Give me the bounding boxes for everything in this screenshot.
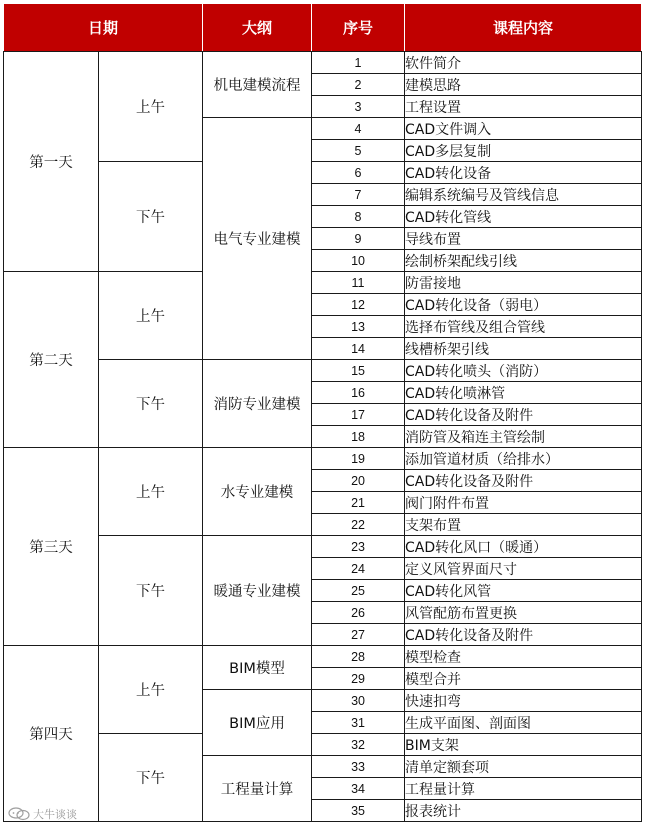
index-cell: 31 [312,712,405,734]
course-cell: 模型合并 [405,668,642,690]
half-day-cell: 上午 [99,272,203,360]
day-cell: 第一天 [4,52,99,272]
outline-cell: 水专业建模 [203,448,312,536]
table-row [4,52,642,74]
day-cell: 第二天 [4,272,99,448]
outline-cell: 机电建模流程 [203,52,312,118]
course-cell: BIM支架 [405,734,642,756]
course-cell: 编辑系统编号及管线信息 [405,184,642,206]
course-cell: 线槽桥架引线 [405,338,642,360]
watermark-text: 大牛谈谈 [33,808,77,821]
course-cell: 绘制桥架配线引线 [405,250,642,272]
index-cell: 24 [312,558,405,580]
course-cell: CAD转化风管 [405,580,642,602]
course-cell: 清单定额套项 [405,756,642,778]
course-cell: 风管配筋布置更换 [405,602,642,624]
course-cell: 选择布管线及组合管线 [405,316,642,338]
index-cell: 25 [312,580,405,602]
index-cell: 33 [312,756,405,778]
half-day-cell: 上午 [99,52,203,162]
index-cell: 18 [312,426,405,448]
index-cell: 28 [312,646,405,668]
course-cell: 导线布置 [405,228,642,250]
table-row [4,162,642,184]
course-cell: 软件简介 [405,52,642,74]
outline-cell: 工程量计算 [203,756,312,822]
table-row [4,272,642,294]
course-cell: CAD转化设备（弱电） [405,294,642,316]
course-cell: CAD转化管线 [405,206,642,228]
index-cell: 7 [312,184,405,206]
course-cell: 快速扣弯 [405,690,642,712]
index-cell: 15 [312,360,405,382]
table-row [4,536,642,558]
course-cell: 支架布置 [405,514,642,536]
course-cell: CAD转化设备及附件 [405,404,642,426]
course-schedule-table [3,3,642,822]
course-cell: CAD转化喷淋管 [405,382,642,404]
index-cell: 26 [312,602,405,624]
index-cell: 9 [312,228,405,250]
table-row [4,734,642,756]
course-cell: 消防管及箱连主管绘制 [405,426,642,448]
index-cell: 23 [312,536,405,558]
index-cell: 22 [312,514,405,536]
chat-bubble-icon [8,807,30,821]
index-cell: 10 [312,250,405,272]
outline-cell: BIM模型 [203,646,312,690]
index-cell: 30 [312,690,405,712]
watermark [8,806,77,822]
index-cell: 20 [312,470,405,492]
course-cell: CAD转化设备及附件 [405,470,642,492]
index-cell: 4 [312,118,405,140]
index-cell: 5 [312,140,405,162]
index-cell: 6 [312,162,405,184]
half-day-cell: 下午 [99,360,203,448]
course-cell: CAD多层复制 [405,140,642,162]
course-cell: CAD转化风口（暖通） [405,536,642,558]
course-cell: 生成平面图、剖面图 [405,712,642,734]
index-cell: 3 [312,96,405,118]
header-date: 日期 [4,4,203,52]
course-cell: 工程设置 [405,96,642,118]
header-row [4,4,642,52]
course-cell: 工程量计算 [405,778,642,800]
course-cell: 报表统计 [405,800,642,822]
outline-cell: 电气专业建模 [203,118,312,360]
index-cell: 19 [312,448,405,470]
index-cell: 2 [312,74,405,96]
day-cell: 第四天 [4,646,99,822]
course-cell: 添加管道材质（给排水） [405,448,642,470]
index-cell: 1 [312,52,405,74]
index-cell: 17 [312,404,405,426]
outline-cell: 暖通专业建模 [203,536,312,646]
course-cell: CAD转化设备 [405,162,642,184]
half-day-cell: 上午 [99,448,203,536]
table-row [4,448,642,470]
course-cell: CAD转化喷头（消防） [405,360,642,382]
index-cell: 13 [312,316,405,338]
table-row [4,360,642,382]
course-cell: CAD文件调入 [405,118,642,140]
outline-cell: BIM应用 [203,690,312,756]
table-row [4,646,642,668]
course-cell: 建模思路 [405,74,642,96]
index-cell: 29 [312,668,405,690]
index-cell: 16 [312,382,405,404]
index-cell: 11 [312,272,405,294]
index-cell: 8 [312,206,405,228]
index-cell: 34 [312,778,405,800]
half-day-cell: 下午 [99,536,203,646]
half-day-cell: 下午 [99,734,203,822]
outline-cell: 消防专业建模 [203,360,312,448]
half-day-cell: 上午 [99,646,203,734]
index-cell: 27 [312,624,405,646]
index-cell: 32 [312,734,405,756]
course-cell: 阀门附件布置 [405,492,642,514]
course-cell: 定义风管界面尺寸 [405,558,642,580]
course-cell: 防雷接地 [405,272,642,294]
course-cell: 模型检查 [405,646,642,668]
course-cell: CAD转化设备及附件 [405,624,642,646]
day-cell: 第三天 [4,448,99,646]
index-cell: 35 [312,800,405,822]
half-day-cell: 下午 [99,162,203,272]
header-index: 序号 [312,4,405,52]
index-cell: 12 [312,294,405,316]
header-content: 课程内容 [405,4,642,52]
index-cell: 14 [312,338,405,360]
index-cell: 21 [312,492,405,514]
header-outline: 大纲 [203,4,312,52]
